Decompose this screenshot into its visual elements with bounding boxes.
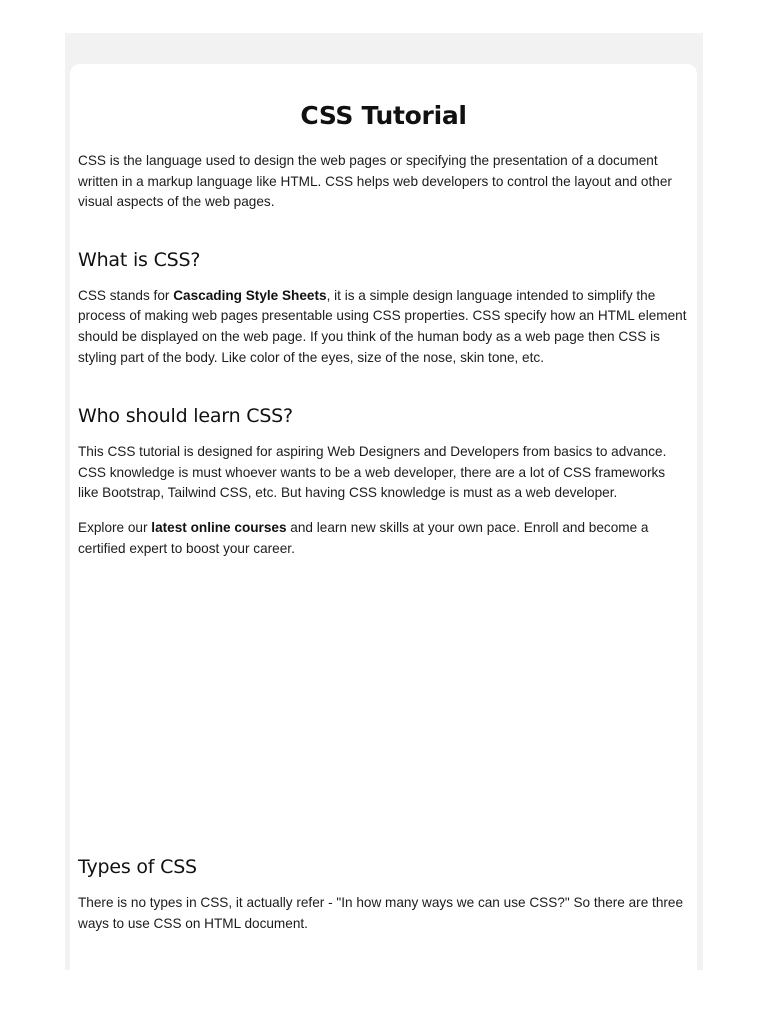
types-of-css-heading: Types of CSS xyxy=(78,856,197,879)
explore-courses-paragraph xyxy=(78,518,689,559)
content-card xyxy=(70,64,697,970)
who-should-learn-paragraph: This CSS tutorial is designed for aspiring Web Designers and Developers from basics to advance. CSS knowledge is must whoever wants to be a web developer, there are a lot of CSS frameworks like Bootstrap, Tailwind CSS, etc. But having CSS knowledge is must as a web developer. xyxy=(78,444,667,501)
explore-text-before: Explore our xyxy=(78,519,152,535)
what-text-after: , it is a simple design language intended to simplify the process of making web pages presentable using CSS properties. CSS specify how an HTML element should be displayed on the web page. If you think of the human body as a web page then CSS is styling part of the body. Like color of the eyes, size of the nose, skin tone, etc. xyxy=(78,287,687,365)
cascading-style-sheets-bold: Cascading Style Sheets xyxy=(173,287,327,303)
what-is-css-paragraph xyxy=(78,286,689,368)
what-text-before: CSS stands for xyxy=(78,287,174,303)
page-frame xyxy=(65,33,703,970)
what-is-css-heading: What is CSS? xyxy=(78,248,201,271)
types-of-css-paragraph: There is no types in CSS, it actually refer - "In how many ways we can use CSS?" So there are three ways to use CSS on HTML document. xyxy=(78,895,684,931)
page-title: CSS Tutorial xyxy=(300,101,467,130)
intro-paragraph: CSS is the language used to design the web pages or specifying the presentation of a document written in a markup language like HTML. CSS helps web developers to control the layout and other visual aspects of the web pages. xyxy=(78,153,672,210)
ad-placeholder xyxy=(78,559,689,855)
latest-online-courses-link[interactable]: latest online courses xyxy=(151,519,287,535)
who-should-learn-heading: Who should learn CSS? xyxy=(78,405,293,428)
explore-text-after: and learn new skills at your own pace. Enroll and become a certified expert to boost your career. xyxy=(78,519,649,556)
